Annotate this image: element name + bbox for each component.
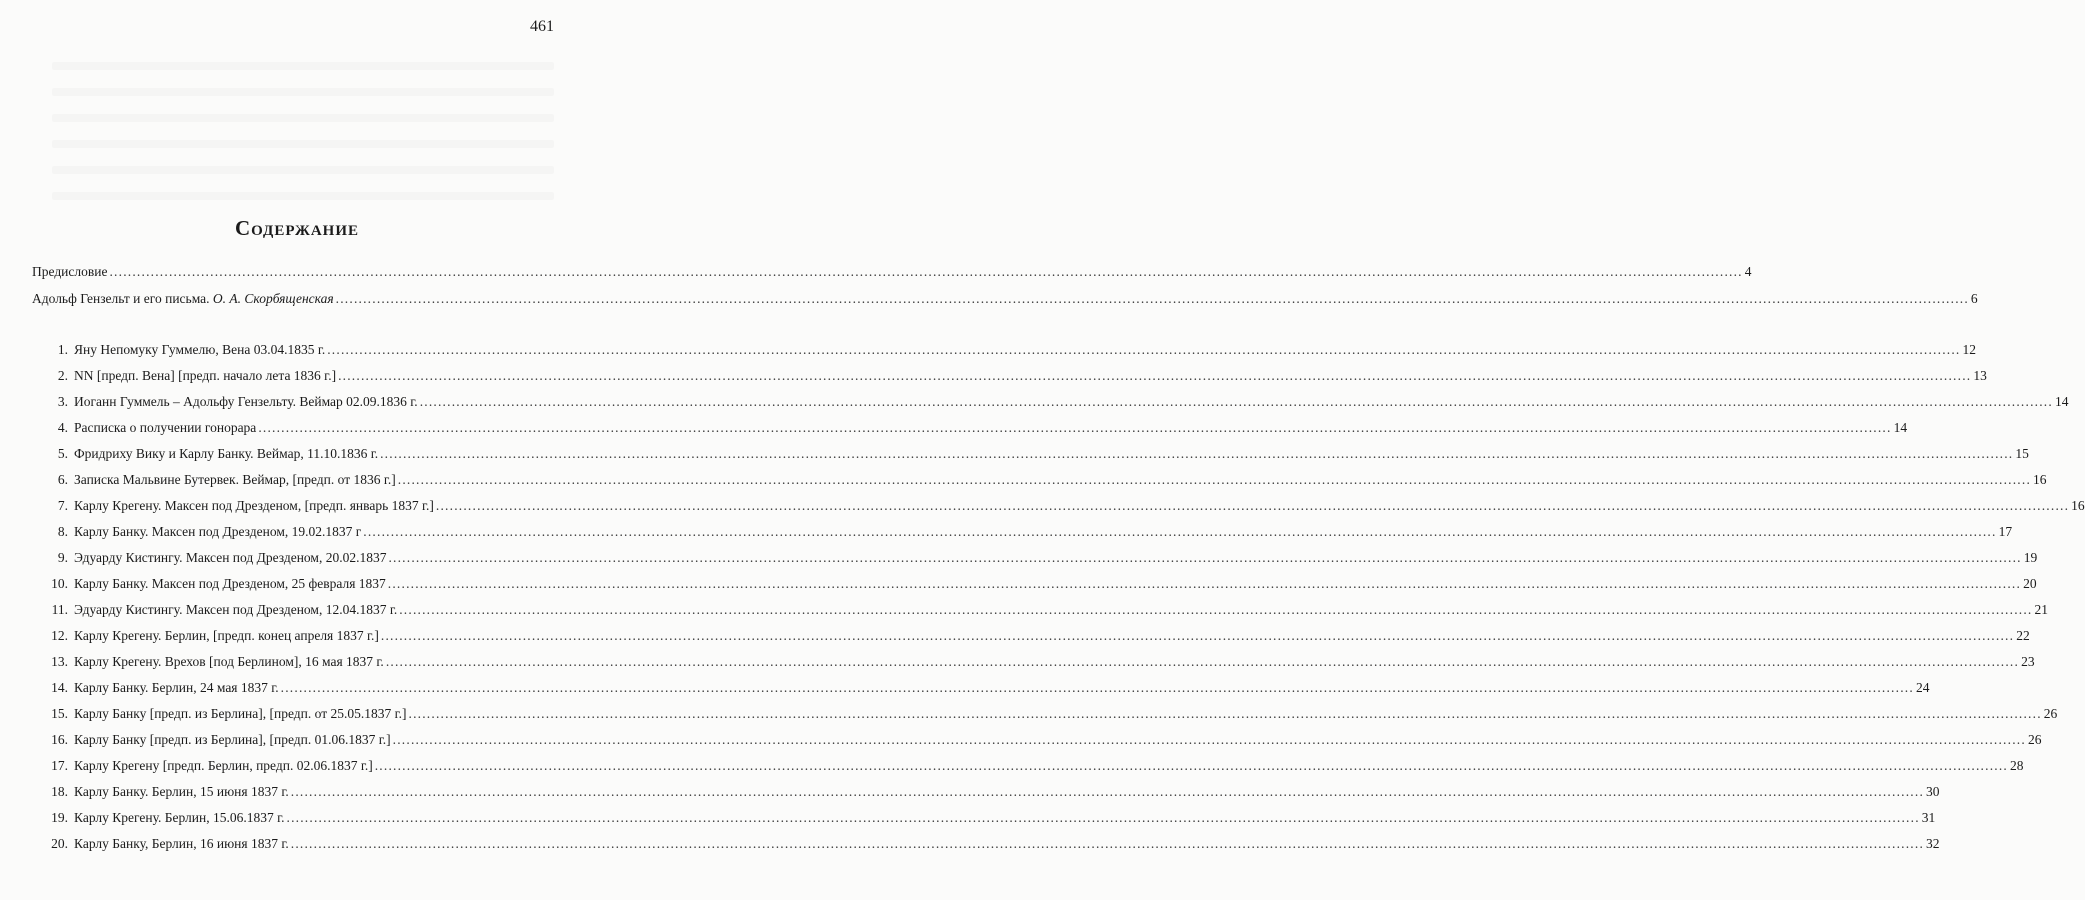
toc-entry-number: 12. (51, 628, 68, 643)
toc-entry-text: Яну Непомуку Гуммелю, Вена 03.04.1835 г. (74, 342, 326, 357)
toc-entry-text: Карлу Банку [предп. из Берлина], [предп. 01.06.1837 г.] (74, 732, 391, 747)
toc-entry-number: 19. (51, 810, 68, 825)
toc-entry-page: 22 (2016, 628, 2030, 643)
toc-entry-number: 5. (57, 446, 68, 461)
toc-entry-author: О. А. Скорбященская (212, 291, 334, 306)
toc-entry-letter[interactable] (32, 522, 2013, 542)
toc-entry-text: Предисловие (32, 264, 108, 279)
toc-entry-number: 8. (57, 524, 68, 539)
toc-entry-letter[interactable] (32, 626, 2030, 646)
toc-entry-page: 20 (2023, 576, 2037, 591)
toc-entry-text: Карлу Банку. Максен под Дрезденом, 25 февраля 1837 (74, 576, 386, 591)
toc-entry-letter[interactable] (32, 418, 1908, 438)
toc-entry-number: 17. (51, 758, 68, 773)
toc-entry-letter[interactable] (32, 756, 2024, 776)
toc-entry-text: Расписка о получении гонорара (74, 420, 257, 435)
toc-entry-letter[interactable] (32, 704, 2058, 724)
dot-leader (386, 652, 2019, 672)
toc-entry-text: Карлу Банку [предп. из Берлина], [предп. от 25.05.1837 г.] (74, 706, 407, 721)
toc-entry-text: Карлу Крегену. Максен под Дрезденом, [предп. январь 1837 г.] (74, 498, 434, 513)
dot-leader (338, 366, 1971, 386)
toc-entry-page: 12 (1962, 342, 1976, 357)
toc-entry-text: Адольф Гензельт и его письма. (32, 291, 210, 306)
dot-leader (388, 548, 2021, 568)
toc-entry-text: Карлу Банку. Берлин, 24 мая 1837 г. (74, 680, 279, 695)
toc-entry-page: 28 (2010, 758, 2024, 773)
toc-entry-number: 2. (57, 368, 68, 383)
toc-entry-number: 9. (57, 550, 68, 565)
toc-entry-page: 21 (2034, 602, 2048, 617)
page-number: 461 (530, 18, 554, 35)
toc-entry-letter[interactable] (32, 470, 2047, 490)
dot-leader (109, 262, 1742, 282)
toc-entry-number: 6. (57, 472, 68, 487)
dot-leader (287, 808, 1920, 828)
toc-entry-letter[interactable] (32, 444, 2029, 464)
toc-entry-letter[interactable] (32, 340, 1976, 360)
dot-leader (436, 496, 2069, 516)
toc-entry-page: 4 (1744, 264, 1752, 279)
toc-entry-page: 6 (1970, 291, 1978, 306)
toc-entry-page: 24 (1915, 680, 1930, 695)
toc-entry-number: 1. (57, 342, 68, 357)
toc-entry-number: 11. (51, 602, 68, 617)
toc-entry-page: 31 (1921, 810, 1936, 825)
toc-entry-letter[interactable] (32, 834, 1940, 854)
toc-entry-letter[interactable] (32, 366, 1987, 386)
toc-entry-text: Карлу Банку. Максен под Дрезденом, 19.02.1837 г (74, 524, 362, 539)
toc-entry-page: 17 (1998, 524, 2013, 539)
toc-entry-number: 16. (51, 732, 68, 747)
toc-entry-text: NN [предп. Вена] [предп. начало лета 1836 г.] (74, 368, 337, 383)
dot-leader (336, 289, 1969, 309)
toc-entry-number: 4. (57, 420, 68, 435)
dot-leader (420, 392, 2053, 412)
toc-entry-preface[interactable] (32, 262, 1752, 282)
toc-entry-letter[interactable] (32, 600, 2048, 620)
toc-entry-text: Карлу Крегену. Врехов [под Берлином], 16 мая 1837 г. (74, 654, 384, 669)
dot-leader (380, 444, 2013, 464)
dot-leader (409, 704, 2042, 724)
toc-entry-number: 13. (51, 654, 68, 669)
dot-leader (393, 730, 2026, 750)
toc-entry-text: Записка Мальвине Бутервек. Веймар, [предп. от 1836 г.] (74, 472, 396, 487)
dot-leader (398, 470, 2031, 490)
toc-entry-page: 13 (1973, 368, 1987, 383)
toc-entry-letter[interactable] (32, 782, 1940, 802)
toc-entry-text: Карлу Крегену [предп. Берлин, предп. 02.06.1837 г.] (74, 758, 373, 773)
dot-leader (291, 782, 1924, 802)
toc-entry-letter[interactable] (32, 808, 1936, 828)
toc-entry-text: Фридриху Вику и Карлу Банку. Веймар, 11.10.1836 г. (74, 446, 379, 461)
toc-entry-number: 18. (51, 784, 68, 799)
dot-leader (399, 600, 2032, 620)
toc-entry-letter[interactable] (32, 730, 2042, 750)
toc-entry-text: Эдуарду Кистингу. Максен под Дрезденом, 12.04.1837 г. (74, 602, 398, 617)
dot-leader (281, 678, 1914, 698)
toc-entry-page: 30 (1926, 784, 1940, 799)
toc-entry-page: 16 (2033, 472, 2047, 487)
toc-entry-page: 26 (2043, 706, 2058, 721)
dot-leader (375, 756, 2008, 776)
dot-leader (388, 574, 2021, 594)
toc-entry-page: 16 (2071, 498, 2085, 513)
toc-entry-text: Карлу Банку. Берлин, 15 июня 1837 г. (74, 784, 289, 799)
toc-entry-letter[interactable] (32, 548, 2038, 568)
toc-entry-number: 10. (51, 576, 68, 591)
dot-leader (258, 418, 1891, 438)
toc-entry-introduction[interactable] (32, 289, 1978, 309)
toc-entry-number: 20. (51, 836, 68, 851)
toc-entry-text: Карлу Крегену. Берлин, [предп. конец апреля 1837 г.] (74, 628, 379, 643)
page-title: Содержание (234, 216, 360, 240)
dot-leader (327, 340, 1960, 360)
dot-leader (363, 522, 1996, 542)
toc-entry-text: Иоганн Гуммель – Адольфу Гензельту. Веймар 02.09.1836 г. (74, 394, 418, 409)
toc-entry-number: 14. (51, 680, 68, 695)
toc-entry-page: 14 (1893, 420, 1908, 435)
toc-entry-letter[interactable] (32, 574, 2037, 594)
dot-leader (291, 834, 1924, 854)
toc-entry-number: 15. (51, 706, 68, 721)
toc-entry-letter[interactable] (32, 392, 2069, 412)
toc-entry-page: 19 (2023, 550, 2038, 565)
dot-leader (381, 626, 2014, 646)
toc-entry-text: Карлу Банку, Берлин, 16 июня 1837 г. (74, 836, 289, 851)
toc-entry-page: 23 (2021, 654, 2035, 669)
toc-entry-number: 7. (57, 498, 68, 513)
toc-entry-letter[interactable] (32, 496, 2085, 516)
toc-entry-page: 14 (2054, 394, 2069, 409)
toc-entry-page: 15 (2015, 446, 2029, 461)
toc-entry-text: Эдуарду Кистингу. Максен под Дрезденом, 20.02.1837 (74, 550, 387, 565)
toc-entry-page: 26 (2027, 732, 2042, 747)
toc-entry-page: 32 (1926, 836, 1940, 851)
toc-entry-text: Карлу Крегену. Берлин, 15.06.1837 г. (74, 810, 285, 825)
toc-entry-letter[interactable] (32, 678, 1930, 698)
toc-entry-number: 3. (57, 394, 68, 409)
toc-entry-letter[interactable] (32, 652, 2035, 672)
